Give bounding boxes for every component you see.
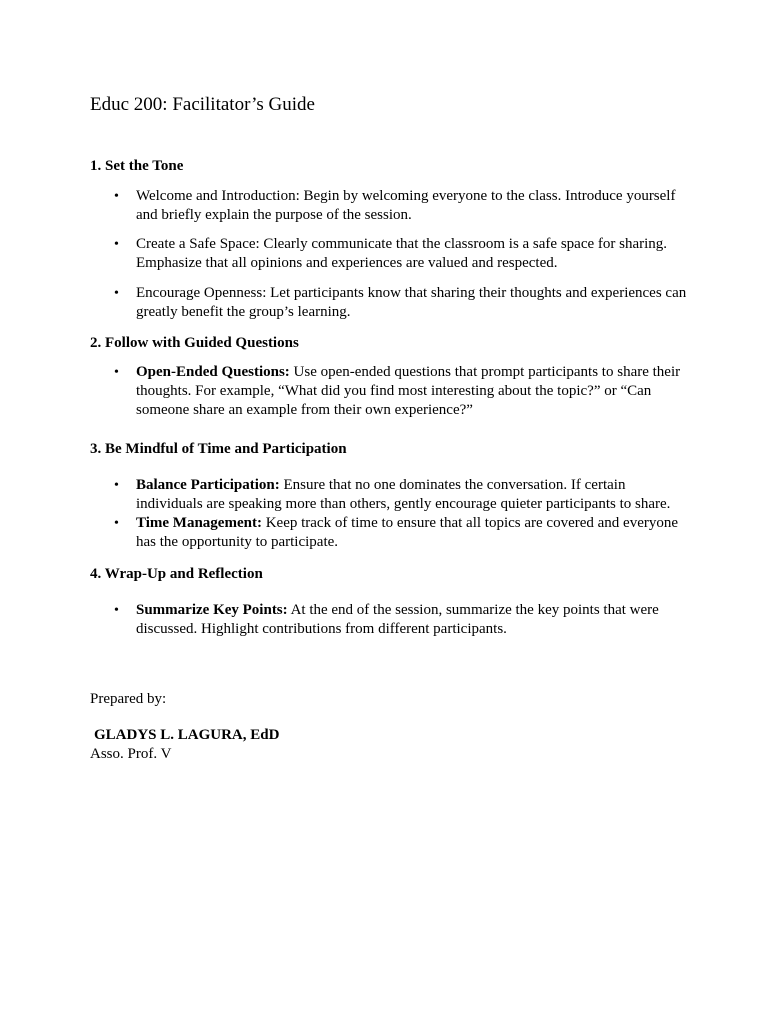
list-item	[90, 476, 690, 514]
signatory-title: Asso. Prof. V	[90, 746, 172, 762]
list-item-text: Create a Safe Space: Clearly communicate that the classroom is a safe space for sharing. Emphasize that all opinions and experiences are valued and respected.	[136, 236, 668, 271]
list-item	[90, 187, 690, 225]
list-item-lead: Balance Participation:	[136, 477, 280, 493]
list-item-text: Ensure that no one dominates the conversation. If certain individuals are speaking more than others, gently encourage quieter participants to share.	[136, 477, 671, 512]
list-item-text: Use open-ended questions that prompt participants to share their thoughts. For example, “What did you find most interesting about the topic?” or “Can someone share an example from their own experience?”	[136, 364, 681, 418]
section-list-wrap-up	[90, 601, 690, 639]
section-heading-wrap-up: 4. Wrap-Up and Reflection	[90, 566, 263, 582]
list-item	[90, 514, 690, 552]
list-item-lead: Summarize Key Points:	[136, 602, 288, 618]
list-item-lead: Time Management:	[136, 515, 262, 531]
prepared-by-label: Prepared by:	[90, 691, 167, 707]
list-item	[90, 363, 690, 420]
list-item-text: Encourage Openness: Let participants know that sharing their thoughts and experiences can greatly benefit the group’s learning.	[136, 285, 687, 320]
document-title: Educ 200: Facilitator’s Guide	[90, 94, 315, 115]
section-list-time-participation	[90, 476, 690, 552]
list-item	[90, 235, 690, 273]
section-list-set-the-tone	[90, 187, 690, 322]
list-item	[90, 284, 690, 322]
section-heading-time-participation: 3. Be Mindful of Time and Participation	[90, 441, 347, 457]
section-list-guided-questions	[90, 363, 690, 420]
section-heading-set-the-tone: 1. Set the Tone	[90, 158, 184, 174]
list-item-text: At the end of the session, summarize the key points that were discussed. Highlight contributions from different participants.	[136, 602, 659, 637]
signatory-name: GLADYS L. LAGURA, EdD	[94, 727, 280, 743]
list-item-text: Welcome and Introduction: Begin by welcoming everyone to the class. Introduce yourself and briefly explain the purpose of the session.	[136, 188, 676, 223]
section-heading-guided-questions: 2. Follow with Guided Questions	[90, 335, 299, 351]
list-item-text: Keep track of time to ensure that all topics are covered and everyone has the opportunity to participate.	[136, 515, 679, 550]
list-item	[90, 601, 690, 639]
list-item-lead: Open-Ended Questions:	[136, 364, 290, 380]
